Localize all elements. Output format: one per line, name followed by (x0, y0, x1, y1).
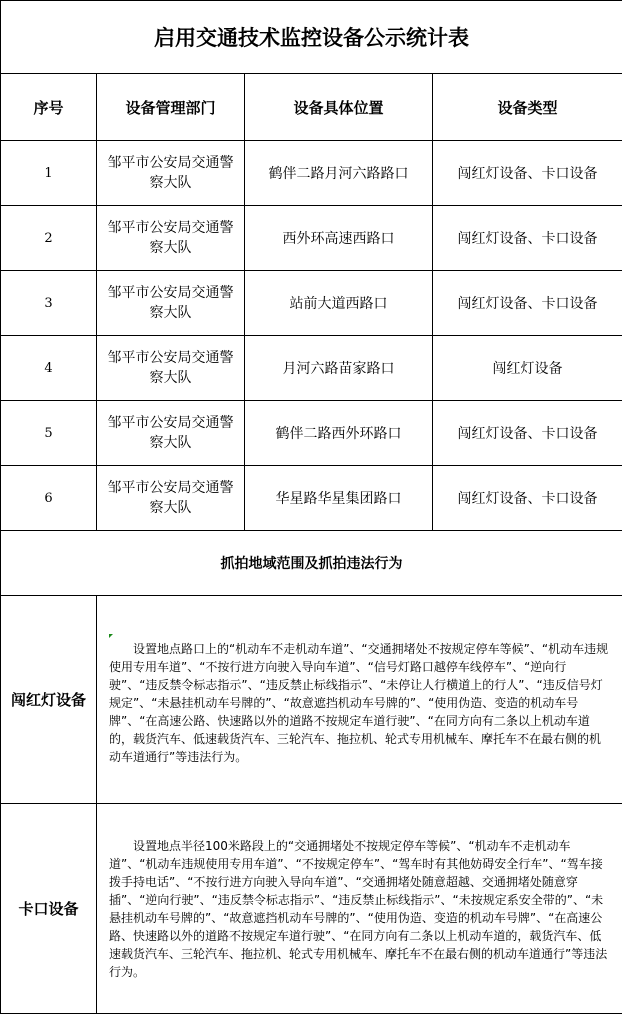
row-serial: 4 (1, 336, 97, 401)
table-row (1, 336, 622, 401)
row-department: 邹平市公安局交通警察大队 (97, 271, 245, 336)
row-serial: 5 (1, 401, 97, 466)
table-row (1, 401, 622, 466)
header-department: 设备管理部门 (97, 74, 245, 141)
table-row (1, 206, 622, 271)
table-row (1, 271, 622, 336)
row-device-type: 闯红灯设备、卡口设备 (433, 401, 622, 466)
header-serial: 序号 (1, 74, 97, 141)
section-title: 抓拍地域范围及抓拍违法行为 (1, 531, 622, 596)
detail-description-text: 设置地点半径100米路段上的“交通拥堵处不按规定停车等候”、“机动车不走机动车道”、“机动车违规使用专用车道”、“不按规定停车”、“驾车时有其他妨碍安全行车”、“驾车接拨手持电话”、“不按行进方向驶入导向车道”、“交通拥堵处随意超越、交通拥堵处随意穿插”、“逆向行驶”、“违反禁令标志指示”、“违反禁止标线指示”、“未按规定系安全带的”、“未悬挂机动车号牌的”、“故意遮挡机动车号牌的”、“使用伪造、变造的机动车号牌”、“在高速公路、快速路以外的道路不按规定车道行驶”、“在同方向有二条以上机动车道的，载货汽车、低速载货汽车、三轮汽车、拖拉机、轮式专用机械车、摩托车不在最右侧的机动车道通行”等违法行为。 (109, 838, 608, 979)
row-location: 月河六路苗家路口 (245, 336, 433, 401)
detail-description (97, 596, 622, 804)
row-department: 邹平市公安局交通警察大队 (97, 336, 245, 401)
detail-row-checkpoint (1, 804, 622, 1014)
row-serial: 3 (1, 271, 97, 336)
detail-description-text: 设置地点路口上的“机动车不走机动车道”、“交通拥堵处不按规定停车等候”、“机动车违规使用专用车道”、“不按行进方向驶入导向车道”、“信号灯路口越停车线停车”、“逆向行驶”、“违反禁令标志指示”、“违反禁止标线指示”、“未停让人行横道上的行人”、“违反信号灯规定”、“未悬挂机动车号牌的”、“故意遮挡机动车号牌的”、“使用伪造、变造的机动车号牌”、“在高速公路、快速路以外的道路不按规定车道行驶”、“在同方向有二条以上机动车道的，载货汽车、低速载货汽车、三轮汽车、拖拉机、轮式专用机械车、摩托车不在最右侧的机动车道通行”等违法行为。 (109, 641, 609, 764)
header-location: 设备具体位置 (245, 74, 433, 141)
row-location: 华星路华星集团路口 (245, 466, 433, 531)
row-device-type: 闯红灯设备、卡口设备 (433, 466, 622, 531)
row-device-type: 闯红灯设备、卡口设备 (433, 141, 622, 206)
header-device-type: 设备类型 (433, 74, 622, 141)
row-location: 西外环高速西路口 (245, 206, 433, 271)
row-serial: 2 (1, 206, 97, 271)
table-row (1, 141, 622, 206)
row-location: 站前大道西路口 (245, 271, 433, 336)
detail-row-red-light (1, 596, 622, 804)
row-department: 邹平市公安局交通警察大队 (97, 466, 245, 531)
row-serial: 6 (1, 466, 97, 531)
row-department: 邹平市公安局交通警察大队 (97, 206, 245, 271)
detail-label: 闯红灯设备 (1, 596, 97, 804)
cell-marker-icon (109, 634, 113, 638)
row-department: 邹平市公安局交通警察大队 (97, 401, 245, 466)
row-location: 鹤伴二路西外环路口 (245, 401, 433, 466)
row-device-type: 闯红灯设备、卡口设备 (433, 206, 622, 271)
row-location: 鹤伴二路月河六路路口 (245, 141, 433, 206)
detail-label: 卡口设备 (1, 804, 97, 1014)
row-device-type: 闯红灯设备、卡口设备 (433, 271, 622, 336)
detail-description (97, 804, 622, 1014)
row-serial: 1 (1, 141, 97, 206)
row-device-type: 闯红灯设备 (433, 336, 622, 401)
row-department: 邹平市公安局交通警察大队 (97, 141, 245, 206)
table-row (1, 466, 622, 531)
table-title: 启用交通技术监控设备公示统计表 (1, 1, 622, 74)
